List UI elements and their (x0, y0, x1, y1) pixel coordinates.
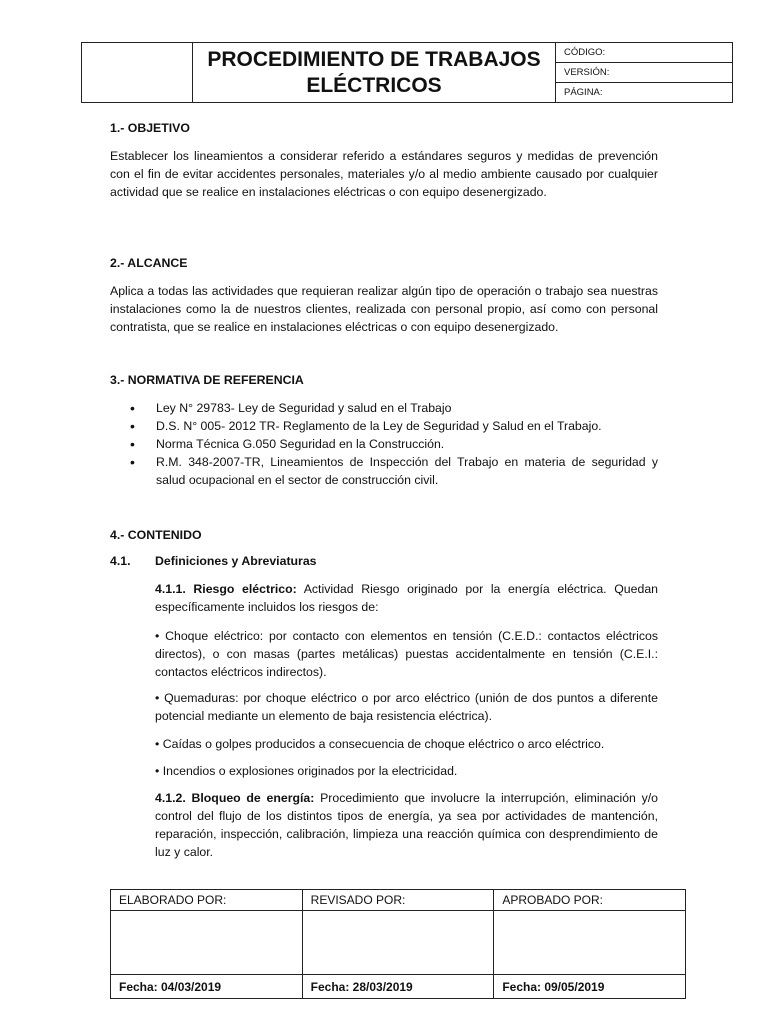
subsection-number: 4.1. (110, 554, 131, 568)
aprobado-por-label: APROBADO POR: (494, 890, 686, 911)
document-title: PROCEDIMIENTO DE TRABAJOS ELÉCTRICOS (193, 43, 556, 103)
section-heading-normativa: 3.- NORMATIVA DE REFERENCIA (110, 373, 304, 387)
codigo-label: CÓDIGO: (556, 43, 733, 63)
quemaduras-paragraph: • Quemaduras: por choque eléctrico o por arco eléctrico (unión de dos puntos a diferente potencial mediante un elemento de baja resistencia eléctrica). (155, 691, 658, 723)
caidas-paragraph: • Caídas o golpes producidos a consecuencia de choque eléctrico o arco eléctrico. (155, 737, 605, 751)
revisado-fecha: Fecha: 28/03/2019 (302, 975, 494, 999)
alcance-text: Aplica a todas las actividades que requieran realizar algún tipo de operación o trabajo sea nuestras instalaciones como la de nuestros clientes, realizada con personal propio, así como con personal contratista, que se realice en instalaciones eléctricas o con equipo desenergizado. (110, 284, 658, 334)
aprobado-fecha: Fecha: 09/05/2019 (494, 975, 686, 999)
bloqueo-energia-text: Procedimiento que involucre la interrupción, eliminación y/o control del flujo de los distintos tipos de energía, ya sea por actividades de mantención, reparación, inspección, calibración, limpieza una reacción química con desprendimiento de luz y calor. (155, 791, 659, 859)
list-item: • Ley N° 29783- Ley de Seguridad y salud en el Trabajo (130, 399, 658, 417)
elaborado-fecha: Fecha: 04/03/2019 (111, 975, 303, 999)
normativa-list (130, 399, 658, 489)
bloqueo-energia-label: 4.1.2. Bloqueo de energía: (155, 791, 315, 805)
list-item: • D.S. N° 005- 2012 TR- Reglamento de la Ley de Seguridad y Salud en el Trabajo. (130, 417, 658, 435)
objetivo-text: Establecer los lineamientos a considerar referido a estándares seguros y medidas de prevención con el fin de evitar accidentes personales, materiales y/o al medio ambiente causado por cualquier actividad que se realice en instalaciones eléctricas o con equipo desenergizado. (110, 149, 658, 199)
section-heading-alcance: 2.- ALCANCE (110, 256, 188, 270)
revisado-signature-cell (302, 910, 494, 975)
logo-cell (82, 43, 193, 103)
version-label: VERSIÓN: (556, 63, 733, 83)
pagina-label: PÁGINA: (556, 83, 733, 103)
list-item: • R.M. 348-2007-TR, Lineamientos de Inspección del Trabajo en materia de seguridad y salud ocupacional en el sector de construcción civil. (130, 453, 658, 489)
elaborado-por-label: ELABORADO POR: (111, 890, 303, 911)
choque-electrico-paragraph: • Choque eléctrico: por contacto con elementos en tensión (C.E.D.: contactos eléctricos directos), o con masas (partes metálicas) puestas accidentalmente en tensión (C.E.I.: contactos eléctricos indirectos). (155, 629, 658, 679)
header-table (81, 42, 733, 103)
subsection-title: Definiciones y Abreviaturas (155, 554, 317, 568)
riesgo-electrico-paragraph (155, 580, 658, 616)
riesgo-electrico-label: 4.1.1. Riesgo eléctrico: (155, 582, 297, 596)
elaborado-signature-cell (111, 910, 303, 975)
incendios-paragraph: • Incendios o explosiones originados por la electricidad. (155, 764, 458, 778)
revisado-por-label: REVISADO POR: (302, 890, 494, 911)
approval-table (110, 889, 686, 999)
list-item: • Norma Técnica G.050 Seguridad en la Construcción. (130, 435, 658, 453)
section-heading-contenido: 4.- CONTENIDO (110, 528, 202, 542)
bloqueo-energia-paragraph (155, 789, 658, 861)
riesgo-electrico-text: Actividad Riesgo originado por la energía eléctrica. Quedan específicamente incluidos los riesgos de: (155, 582, 658, 614)
aprobado-signature-cell (494, 910, 686, 975)
section-heading-objetivo: 1.- OBJETIVO (110, 121, 190, 135)
